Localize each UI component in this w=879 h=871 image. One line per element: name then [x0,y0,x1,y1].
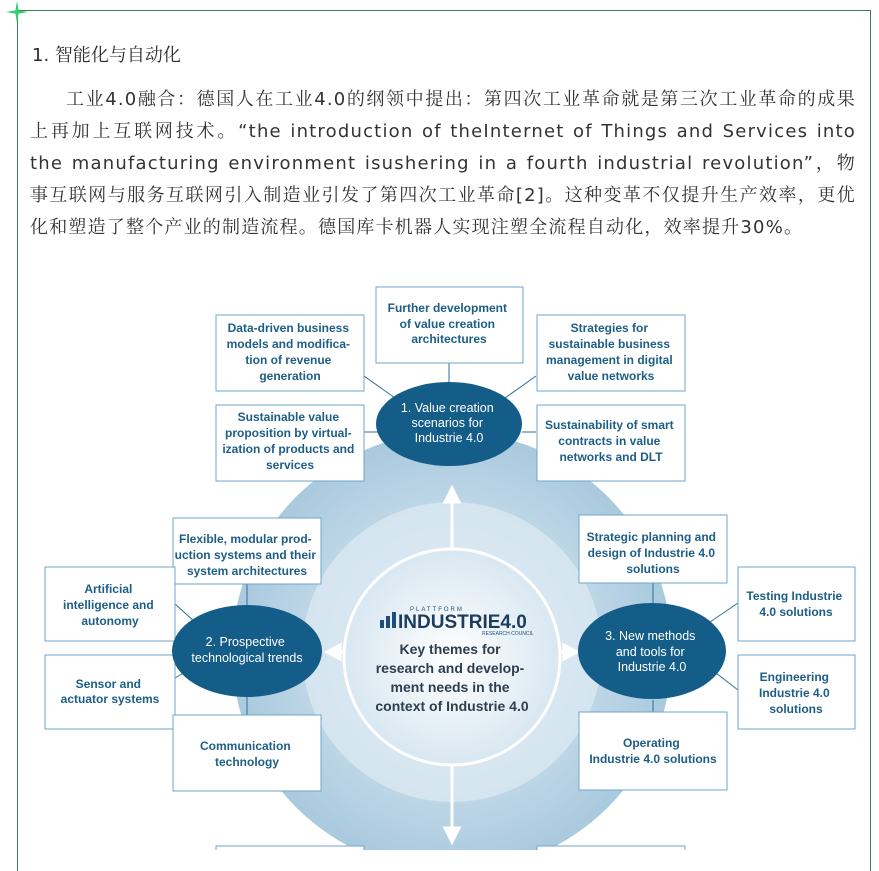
oval-line: 1. Value creation [400,401,494,415]
box-line: services [265,458,315,472]
oval-line: 3. New methods [605,629,696,643]
oval-line: 2. Prospective [205,635,285,649]
box-line: technology [214,755,280,769]
oval-line: Industrie 4.0 [414,431,484,445]
box-line: value networks [567,369,655,383]
box-line: Sensor and [75,677,142,691]
box-line: Strategies for [570,321,649,335]
box-line: contracts in value [558,434,661,448]
oval-line: and tools for [615,645,685,659]
box-line: models and modifica- [226,337,351,351]
box-partial-bottom-right [537,846,685,850]
box-line: tion of revenue [245,353,332,367]
oval-line: scenarios for [411,416,484,430]
box-line: 4.0 solutions [759,605,833,619]
oval-line: technological trends [191,651,303,665]
box-partial-bottom-left [216,846,364,850]
box-flexible-text [175,532,320,578]
box-line: Strategic planning and [586,530,717,544]
box-line: solutions [626,562,680,576]
logo-main-text: INDUSTRIE4.0 [398,612,527,633]
box-line: proposition by virtual- [224,426,352,440]
center-line: research and develop- [375,660,525,676]
box-line: architectures [411,332,487,346]
box-engineering-text [759,670,833,716]
logo-sub-text: RESEARCH COUNCIL [482,631,534,637]
box-line: intelligence and [62,598,154,612]
box-line: Data-driven business [227,321,350,335]
box-line: sustainable business [548,337,671,351]
box-line: uction systems and their [174,548,317,562]
box-line: Flexible, modular prod- [178,532,312,546]
box-smart-contracts-text [545,418,677,464]
box-line: design of Industrie 4.0 [587,546,716,560]
box-line: actuator systems [60,692,160,706]
oval-value-creation-text [401,401,497,445]
industrie40-logo [380,607,534,637]
center-circle [344,549,560,765]
box-line: Artificial [84,582,133,596]
section-paragraph: 工业4.0融合：德国人在工业4.0的纲领中提出：第四次工业革命就是第三次工业革命的成果上再加上互联网技术。“the introduction of theInternet of Things and Services into the manufacturing environment isushering in a fourth industrial revolution”，物事互联网与服务互联网引入制造业引发了第四次工业革命[2]。这种变革不仅提升生产效率，更优化和塑造了整个产业的制造流程。德国库卡机器人实现注塑全流程自动化，效率提升30%。 [30,89,856,238]
center-line: Key themes for [399,641,501,657]
box-line: Sustainability of smart [544,418,674,432]
box-line: networks and DLT [559,450,663,464]
section-heading: 1. 智能化与自动化 [32,45,181,66]
center-line: context of Industrie 4.0 [375,698,529,714]
box-line: Operating [622,736,680,750]
box-line: ization of products and [222,442,355,456]
box-line: Engineering [759,670,829,684]
box-line: generation [259,369,321,383]
oval-line: Industrie 4.0 [617,660,687,674]
box-line: system architectures [186,564,308,578]
logo-small-text: PLATTFORM [410,607,464,613]
box-line: Industrie 4.0 solutions [589,752,717,766]
box-line: Testing Industrie [746,589,843,603]
box-line: Sustainable value [237,410,340,424]
box-line: of value creation [399,317,496,331]
box-line: Communication [199,739,291,753]
box-line: management in digital [545,353,673,367]
center-line: ment needs in the [390,679,510,695]
box-line: solutions [769,702,823,716]
box-line: autonomy [81,614,139,628]
box-line: Further development [387,301,508,315]
box-line: Industrie 4.0 [758,686,830,700]
oval-new-methods-text [605,629,699,674]
